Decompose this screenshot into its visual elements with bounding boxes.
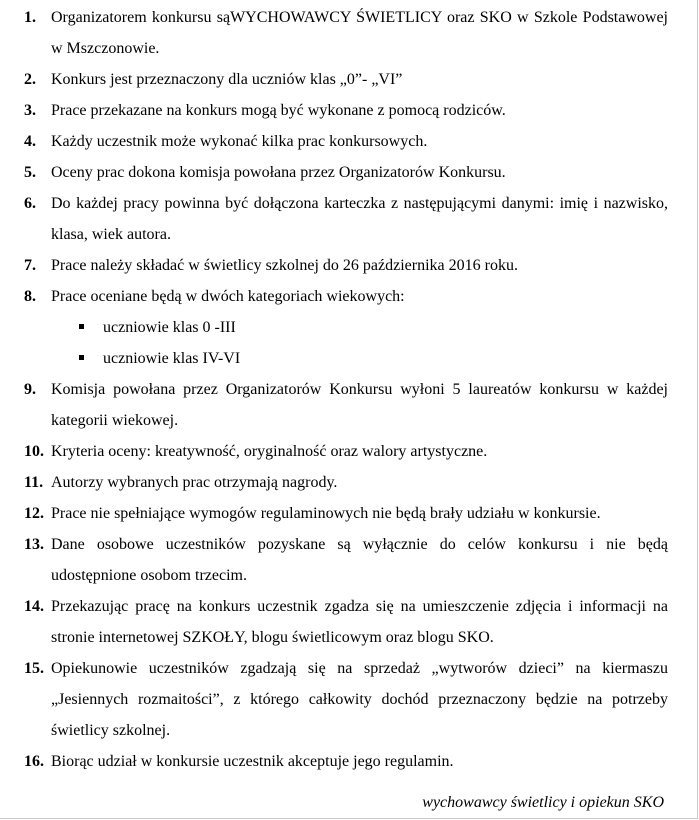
rules-list — [24, 2, 668, 777]
rule-number: 16. — [24, 753, 44, 770]
rule-number: 3. — [24, 102, 36, 119]
rule-text: Oceny prac dokona komisja powołana przez Organizatorów Konkursu. — [51, 164, 506, 181]
rule-text: Opiekunowie uczestników zgadzają się na sprzedaż „wytworów dzieci” na kiermaszu „Jesiennych rozmaitości”, z którego całkowity dochód przeznaczony będzie na potrzeby świetlicy szkolnej. — [51, 660, 668, 739]
rule-number: 7. — [24, 257, 36, 274]
rule-text: Prace przekazane na konkurs mogą być wykonane z pomocą rodziców. — [51, 102, 506, 119]
rule-number: 5. — [24, 164, 36, 181]
rule-text: Prace oceniane będą w dwóch kategoriach wiekowych: — [51, 288, 405, 305]
signature: wychowawcy świetlicy i opiekun SKO — [422, 794, 664, 811]
rule-item — [24, 498, 668, 529]
rule-item — [24, 157, 668, 188]
rule-item — [24, 250, 668, 281]
bullet-square-icon — [78, 312, 103, 343]
rule-item — [24, 188, 668, 250]
rule-item — [24, 436, 668, 467]
bullet-square-icon — [78, 343, 103, 374]
rule-number: 1. — [24, 9, 36, 26]
rule-number: 11. — [24, 474, 44, 491]
rule-item — [24, 746, 668, 777]
rule-number: 4. — [24, 133, 36, 150]
rule-text: Biorąc udział w konkursie uczestnik akceptuje jego regulamin. — [51, 753, 454, 770]
rule-text: Dane osobowe uczestników pozyskane są wyłącznie do celów konkursu i nie będą udostępnione osobom trzecim. — [51, 536, 668, 584]
rule-item — [24, 281, 668, 312]
age-category-item — [78, 343, 668, 374]
rule-number: 8. — [24, 288, 36, 305]
age-category-list — [78, 312, 668, 374]
rule-item — [24, 467, 668, 498]
rule-number: 12. — [24, 505, 44, 522]
rule-item — [24, 374, 668, 436]
rule-item — [24, 591, 668, 653]
rule-text: Do każdej pracy powinna być dołączona karteczka z następującymi danymi: imię i nazwisko, klasa, wiek autora. — [51, 195, 668, 243]
rule-text: Kryteria oceny: kreatywność, oryginalność oraz walory artystyczne. — [51, 443, 488, 460]
rule-number: 6. — [24, 195, 36, 212]
rule-item — [24, 529, 668, 591]
rule-text: Prace nie spełniające wymogów regulaminowych nie będą brały udziału w konkursie. — [51, 505, 601, 522]
rule-text: Komisja powołana przez Organizatorów Konkursu wyłoni 5 laureatów konkursu w każdej kategorii wiekowej. — [51, 381, 668, 429]
rule-text: Każdy uczestnik może wykonać kilka prac konkursowych. — [51, 133, 428, 150]
rule-number: 15. — [24, 660, 44, 677]
rule-text: Organizatorem konkursu sąWYCHOWAWCY ŚWIETLICY oraz SKO w Szkole Podstawowej w Mszczonowie. — [51, 9, 668, 57]
rule-number: 14. — [24, 598, 44, 615]
rule-number: 13. — [24, 536, 44, 553]
rule-number: 9. — [24, 381, 36, 398]
rule-text: Prace należy składać w świetlicy szkolnej do 26 października 2016 roku. — [51, 257, 518, 274]
rule-item — [24, 64, 668, 95]
age-category-text: uczniowie klas IV-VI — [103, 350, 241, 367]
rule-item — [24, 95, 668, 126]
rule-item — [24, 653, 668, 746]
age-category-text: uczniowie klas 0 -III — [103, 319, 236, 336]
rule-number: 2. — [24, 71, 36, 88]
rule-text: Konkurs jest przeznaczony dla uczniów klas „0”- „VI” — [51, 71, 403, 88]
rule-item — [24, 2, 668, 64]
rule-item — [24, 126, 668, 157]
rule-text: Przekazując pracę na konkurs uczestnik zgadza się na umieszczenie zdjęcia i informacji na stronie internetowej SZKOŁY, blogu świetlicowym oraz blogu SKO. — [51, 598, 668, 646]
rule-number: 10. — [24, 443, 44, 460]
rule-text: Autorzy wybranych prac otrzymają nagrody. — [51, 474, 338, 491]
age-category-item — [78, 312, 668, 343]
